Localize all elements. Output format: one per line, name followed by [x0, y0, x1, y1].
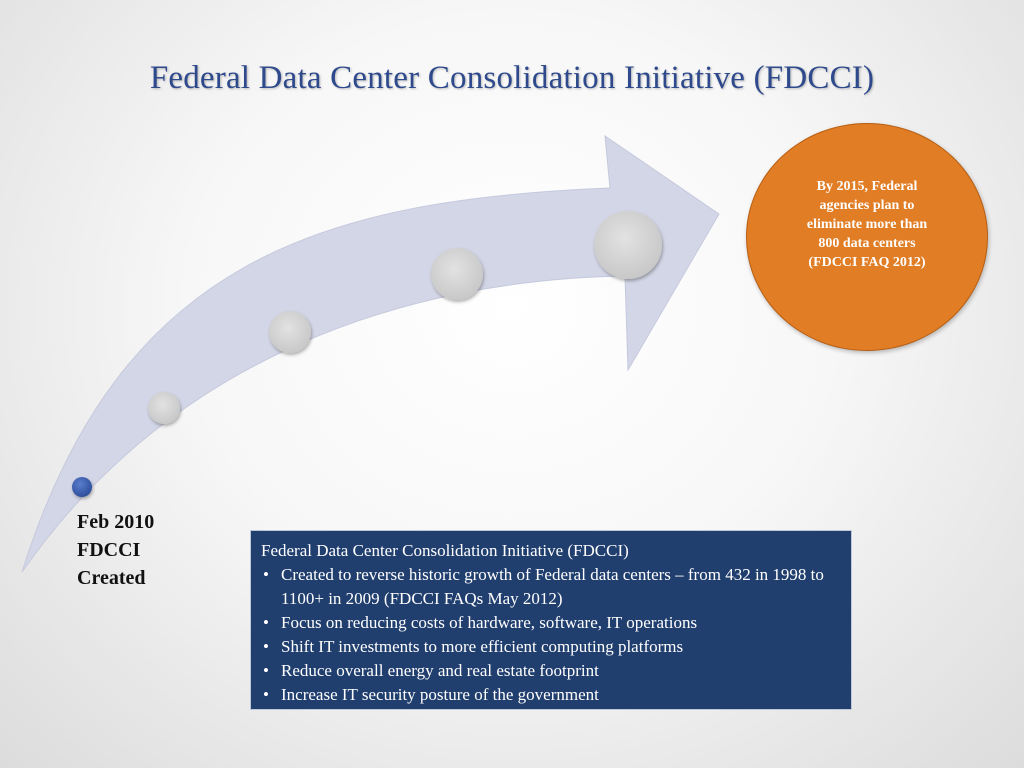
- bullet-item: [261, 635, 841, 659]
- bullet-icon: •: [263, 661, 269, 680]
- milestone-dot-4: [594, 211, 662, 279]
- milestone-dot-1: [148, 392, 180, 424]
- bullet-item: [261, 683, 841, 707]
- bullet-item: [261, 563, 841, 611]
- bullet-text: Increase IT security posture of the government: [281, 685, 599, 704]
- bullet-item: [261, 659, 841, 683]
- bullet-item: [261, 611, 841, 635]
- bullet-text: Created to reverse historic growth of Federal data centers – from 432 in 1998 to 1100+ in 2009 (FDCCI FAQs May 2012): [281, 565, 824, 608]
- start-label-line-2: FDCCI: [77, 539, 141, 561]
- start-milestone-label: [77, 508, 154, 592]
- goal-callout-text: By 2015, Federal agencies plan to eliminate more than 800 data centers (FDCCI FAQ 2012): [806, 179, 928, 270]
- start-label-line-1: Feb 2010: [77, 511, 155, 533]
- start-dot: [72, 477, 92, 497]
- info-box: [250, 530, 852, 710]
- bullet-icon: •: [263, 613, 269, 632]
- bullet-icon: •: [263, 565, 269, 584]
- info-box-bullet-list: [261, 563, 841, 707]
- goal-callout-circle: [746, 123, 988, 351]
- bullet-text: Reduce overall energy and real estate footprint: [281, 661, 599, 680]
- info-box-heading: Federal Data Center Consolidation Initiative (FDCCI): [261, 541, 629, 560]
- slide-title: Federal Data Center Consolidation Initiative (FDCCI): [149, 60, 875, 96]
- milestone-dot-3: [431, 248, 483, 300]
- milestone-dot-2: [269, 311, 311, 353]
- start-label-line-3: Created: [77, 567, 146, 589]
- bullet-icon: •: [263, 685, 269, 704]
- bullet-text: Focus on reducing costs of hardware, software, IT operations: [281, 613, 698, 632]
- bullet-icon: •: [263, 637, 269, 656]
- curved-timeline-arrow: [22, 136, 719, 572]
- bullet-text: Shift IT investments to more efficient computing platforms: [281, 637, 684, 656]
